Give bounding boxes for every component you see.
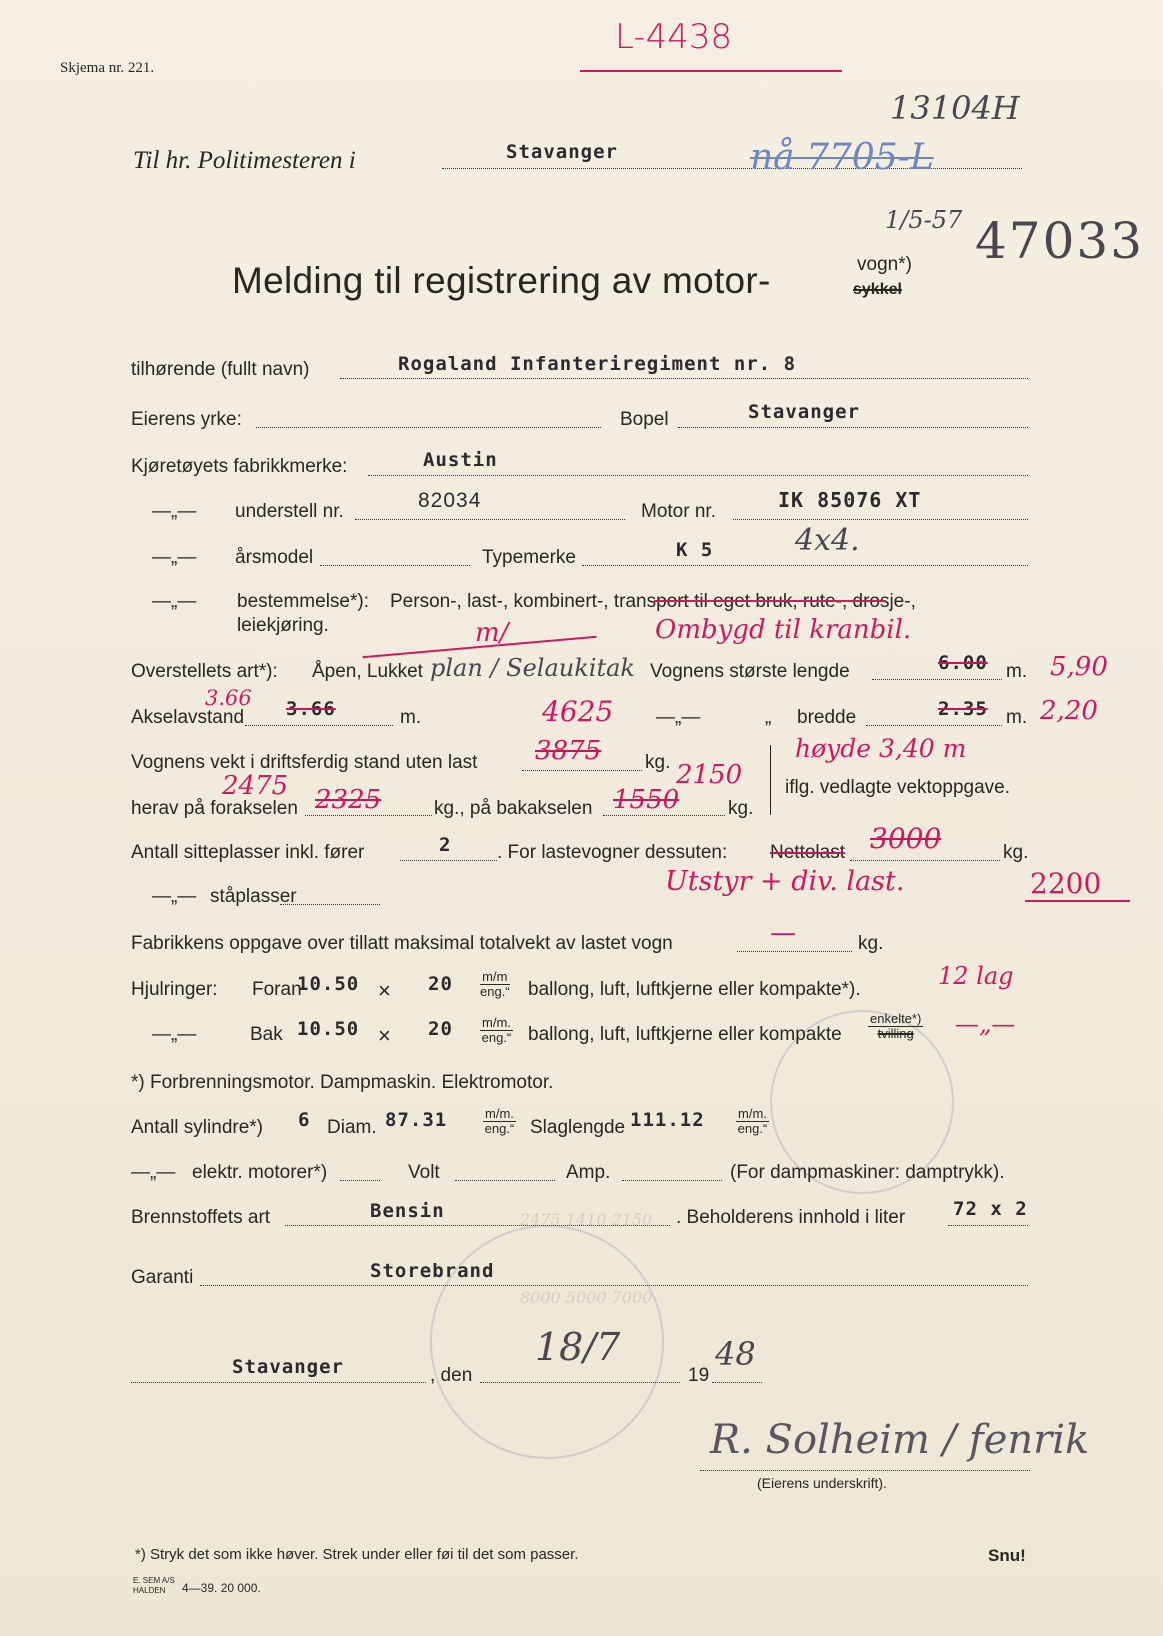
twin-label: tvilling [877,1026,914,1042]
factory-line [737,951,852,952]
cargo-label: . For lastevogner dessuten: [497,842,728,863]
seats-line [400,860,497,861]
standing-label: ståplasser [210,886,297,907]
fuel-label: Brennstoffets art [131,1207,271,1228]
amp-line [622,1180,722,1181]
ditto-mark-7: —„— [131,1162,176,1183]
length-handwritten: 5,90 [1050,652,1108,682]
ditto-mark-2: —„— [152,547,197,568]
wheelbase-handwritten-2: 4625 [542,695,614,728]
cylinders-value: 6 [298,1109,311,1131]
place-line [131,1382,426,1383]
purpose-handwritten: Ombygd til kranbil. [655,615,912,645]
weight-unit: kg. [645,752,671,773]
rear-axle-line [603,815,725,816]
width-line [866,725,1002,726]
weight-label: Vognens vekt i driftsferdig stand uten last [131,752,478,773]
handwritten-number-3-prefix: 1/5-57 [885,206,963,234]
quote-mark: „ [765,707,772,728]
year-line-b [320,565,470,566]
ditto-mark-4: —„— [656,707,701,728]
single-label: enkelte*) [870,1011,922,1026]
type-handwritten: 4x4. [795,523,860,558]
tire-rear-handwritten: —„— [955,1010,1016,1038]
rear-axle-label: kg., på bakakselen [434,798,593,819]
tire-rear-unit [480,1016,513,1046]
handwritten-number-1: 13104H [890,89,1020,127]
body-handwritten: plan / Selaukitak [430,654,635,682]
year-label: årsmodel [235,547,314,568]
turn-page-note: Snu! [988,1546,1026,1565]
occupation-label: Eierens yrke: [131,409,242,430]
factory-handwritten: — [770,918,796,948]
place-value: Stavanger [232,1356,344,1378]
type-label: Typemerke [482,547,576,568]
year-date-line [712,1382,762,1383]
body-handwritten-prefix: m/ [475,618,509,648]
type-value: K 5 [676,539,714,561]
rear-axle-unit: kg. [728,798,754,819]
steam-label: (For dampmaskiner: damptrykk). [730,1162,1005,1183]
wheelbase-label: Akselavstand [131,707,245,728]
seats-value: 2 [439,834,452,856]
wheelbase-unit: m. [400,707,422,728]
make-label: Kjøretøyets fabrikkmerke: [131,456,348,477]
rear-axle-struck: 1550 [613,785,680,815]
net-load-line [850,860,1000,861]
purpose-label: bestemmelse*): [237,591,369,612]
front-axle-label: herav på forakselen [131,798,298,819]
tank-value: 72 x 2 [953,1198,1028,1220]
volt-label: Volt [408,1162,440,1183]
factory-unit: kg. [858,933,884,954]
equipment-handwritten: Utstyr + div. last. [665,866,905,897]
signature-label: (Eierens underskrift). [757,1475,887,1491]
factory-label: Fabrikkens oppgave over tillatt maksimal totalvekt av lastet vogn [131,933,673,954]
unit-eng: eng.“ [480,984,510,1000]
net-load-label: Nettolast [770,842,845,863]
stroke-value: 111.12 [630,1109,705,1131]
purpose-options: Person-, last-, kombinert-, transport til eget bruk, rute-, drosje-, [390,591,916,612]
addressee-label: Til hr. Politimesteren i [133,147,356,174]
motor-value: IK 85076 XT [778,488,922,512]
form-title: Melding til registrering av motor- [232,260,771,301]
residence-value: Stavanger [748,401,860,423]
addressee-city: Stavanger [506,141,618,163]
wheelbase-handwritten: 3.66 [205,686,252,710]
date-label: , den [430,1365,473,1386]
length-line [872,679,1002,680]
unit-eng-2: eng.“ [481,1030,512,1046]
cylinders-label: Antall sylindre*) [131,1117,263,1138]
tire-front-a: 10.50 [297,973,360,995]
signature-line [700,1470,1030,1471]
wheelbase-line [245,725,393,726]
insurance-line [200,1285,1028,1286]
net-load-struck: 3000 [870,822,942,855]
unit-mm-2: m/m. [482,1015,511,1030]
width-handwritten: 2,20 [1040,696,1098,726]
title-variant-vogn: vogn*) [857,254,912,275]
amp-label: Amp. [566,1162,611,1183]
signature: R. Solheim / fenrik [710,1417,1090,1463]
unit-eng-4: eng.“ [737,1121,768,1137]
stroke-unit [736,1107,769,1137]
unit-mm-3: m/m. [485,1106,514,1121]
chassis-line [355,519,625,520]
tank-label: . Beholderens innhold i liter [676,1207,906,1228]
tires-label: Hjulringer: [131,979,218,1000]
height-handwritten: høyde 3,40 m [795,734,967,763]
title-variant-sykkel: sykkel [853,281,902,298]
chassis-value: 82034 [418,489,482,512]
owner-line [340,378,1028,379]
seats-label: Antall sitteplasser inkl. fører [131,842,365,863]
date-handwritten: 18/7 [535,1325,621,1369]
wheelbase-value-struck: 3.66 [286,698,336,720]
tire-front-b: 20 [428,973,453,995]
body-options: Åpen, Lukket [312,661,423,682]
weight-line-b [522,770,642,771]
tire-rear-a: 10.50 [297,1018,360,1040]
times-sign-2: × [378,1023,391,1048]
handwritten-number-struck: nå 7705-L [750,137,934,178]
weight-value-struck: 3875 [535,736,602,766]
equipment-value-handwritten: 2200 [1030,867,1102,900]
tire-types: ballong, luft, luftkjerne eller kompakte*). [528,979,861,1000]
body-label: Overstellets art*): [131,661,278,682]
unit-mm: m/m [480,970,510,985]
type-line [582,565,1028,566]
width-label: bredde [797,707,857,728]
standing-line [280,904,380,905]
insurance-value: Storebrand [370,1260,495,1282]
weight-bracket [770,745,771,815]
residence-line [678,427,1028,428]
handwritten-number-3: 47033 [975,212,1145,270]
rear-label: Bak [250,1024,283,1045]
unit-eng-3: eng.“ [484,1121,515,1137]
ditto-mark-5: —„— [152,886,197,907]
ref-underline [580,70,842,72]
front-axle-handwritten: 2475 [222,771,289,801]
front-axle-line [305,815,432,816]
length-label: Vognens største lengde [650,661,850,682]
electric-line [340,1180,380,1181]
form-number: Skjema nr. 221. [60,60,155,76]
tire-front-handwritten: 12 lag [938,962,1014,990]
chassis-label: understell nr. [235,501,344,522]
printer-city: HALDEN [133,1586,166,1595]
insurance-label: Garanti [131,1267,194,1288]
diam-unit [483,1107,516,1137]
front-label: Foran [252,979,302,1000]
tank-line [948,1225,1028,1226]
owner-value: Rogaland Infanteriregiment nr. 8 [398,353,797,375]
ditto-mark: —„— [152,501,197,522]
print-info: 4—39. 20 000. [182,1581,261,1595]
stroke-label: Slaglengde [530,1117,626,1138]
make-line [368,475,1028,476]
tire-front-unit [480,970,510,1000]
equipment-underline [1025,900,1130,902]
ditto-mark-6: —„— [152,1024,197,1045]
rear-axle-handwritten: 2150 [676,760,743,790]
year-handwritten: 48 [715,1335,756,1373]
single-twin [868,1012,923,1042]
volt-line [455,1180,555,1181]
engine-types: *) Forbrenningsmotor. Dampmaskin. Elektromotor. [131,1072,554,1093]
purpose-options-2: leiekjøring. [237,615,329,636]
length-value-struck: 6.00 [938,652,988,674]
diam-value: 87.31 [385,1109,448,1131]
owner-label: tilhørende (fullt navn) [131,359,310,380]
tire-types-rear: ballong, luft, luftkjerne eller kompakte [528,1024,842,1045]
width-unit: m. [1006,707,1028,728]
residence-label: Bopel [620,409,669,430]
occupation-line [256,427,601,428]
unit-mm-4: m/m. [738,1106,767,1121]
addressee-line [442,168,1022,169]
electric-label: elektr. motorer*) [192,1162,328,1183]
motor-line [733,519,1028,520]
length-unit: m. [1006,661,1028,682]
diam-label: Diam. [327,1117,377,1138]
width-value-struck: 2.35 [938,698,988,720]
motor-label: Motor nr. [641,501,716,522]
printer-name: E. SEM A/S [133,1576,175,1585]
weight-note: iflg. vedlagte vektoppgave. [785,777,1010,798]
handwritten-reference: L-4438 [615,17,733,57]
ditto-mark-3: —„— [152,591,197,612]
footer-note: *) Stryk det som ikke høver. Strek under eller føi til det som passer. [135,1546,579,1563]
tire-rear-b: 20 [428,1018,453,1040]
make-value: Austin [423,449,498,471]
year-prefix: 19 [688,1365,710,1386]
net-load-unit: kg. [1003,842,1029,863]
fuel-value: Bensin [370,1200,445,1222]
times-sign: × [378,978,391,1003]
bleed-through-text-2: 8000 5000 7000 [520,1288,653,1307]
bleed-through-text: 2475 1410 2150 [520,1210,653,1229]
front-axle-struck: 2325 [315,785,382,815]
date-line [480,1382,680,1383]
purpose-strike [654,600,886,602]
